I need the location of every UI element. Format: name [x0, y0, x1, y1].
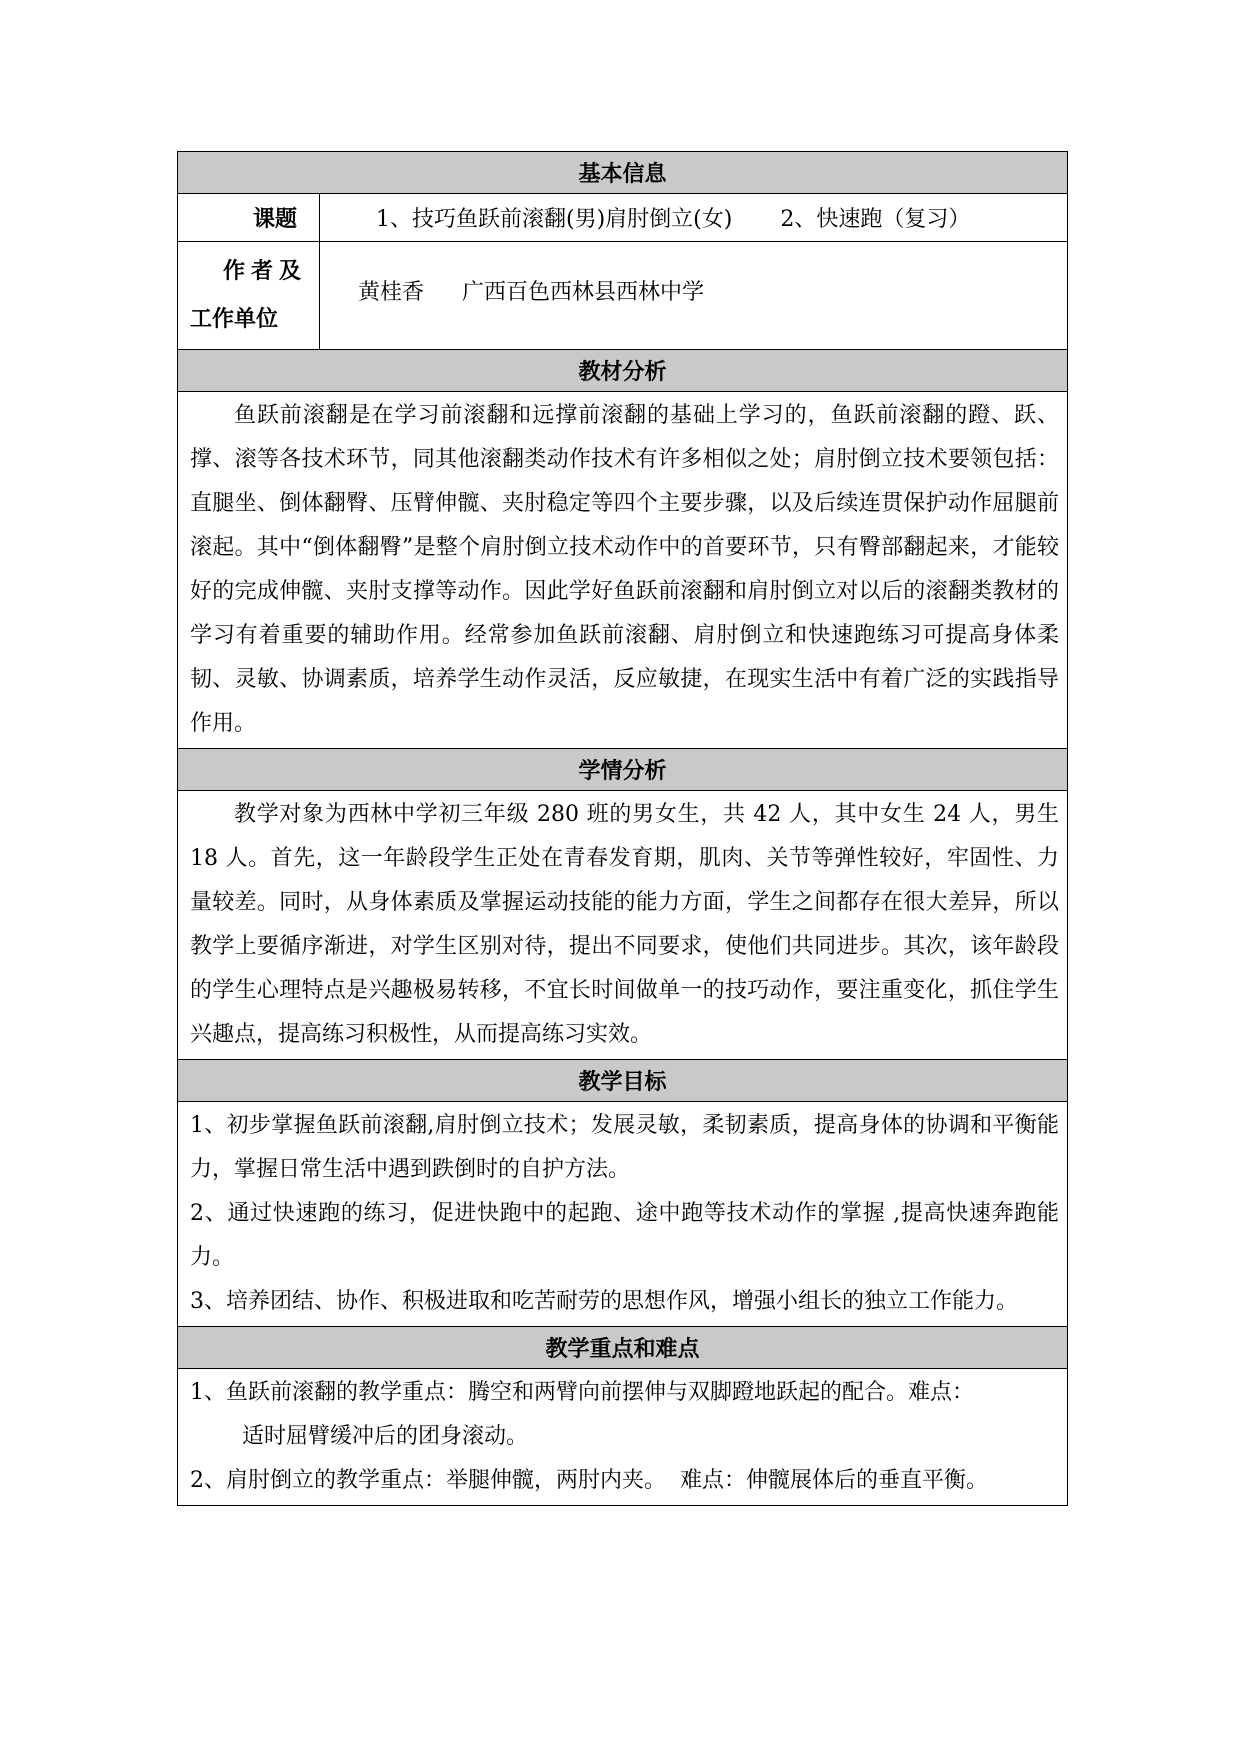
section-student-analysis	[178, 749, 1068, 791]
topic-part2: 2、快速跑（复习）	[780, 207, 971, 232]
section-header-student-analysis: 学情分析	[178, 749, 1068, 791]
key-points-cell	[178, 1369, 1068, 1506]
section-material-analysis	[178, 350, 1068, 392]
author-name: 黄桂香	[358, 280, 425, 305]
author-label-line2: 工作单位	[190, 306, 279, 332]
author-label	[178, 242, 320, 350]
student-analysis-cell	[178, 791, 1068, 1060]
topic-part1: 1、技巧鱼跃前滚翻(男)肩肘倒立(女)	[376, 207, 733, 232]
key-point-2: 2、肩肘倒立的教学重点：举腿伸髋，两肘内夹。 难点：伸髋展体后的垂直平衡。	[190, 1468, 988, 1493]
row-student-analysis	[178, 791, 1068, 1060]
topic-label: 课题	[178, 194, 320, 242]
lesson-plan-table	[177, 151, 1068, 1506]
section-basic-info	[178, 152, 1068, 194]
author-label-line1: 作者及	[222, 258, 307, 284]
section-header-key-points: 教学重点和难点	[178, 1327, 1068, 1369]
section-key-points	[178, 1327, 1068, 1369]
material-analysis-cell	[178, 392, 1068, 749]
author-unit: 广西百色西林县西林中学	[462, 280, 705, 305]
teaching-goals-cell	[178, 1102, 1068, 1327]
section-header-basic-info: 基本信息	[178, 152, 1068, 194]
row-author	[178, 242, 1068, 350]
goal-item-2: 2、通过快速跑的练习，促进快跑中的起跑、途中跑等技术动作的掌握 ,提高快速奔跑能力。	[190, 1201, 1059, 1270]
section-header-material-analysis: 教材分析	[178, 350, 1068, 392]
author-value	[320, 242, 1068, 350]
student-analysis-text: 教学对象为西林中学初三年级 280 班的男女生，共 42 人，其中女生 24 人，男生 18 人。首先，这一年龄段学生正处在青春发育期，肌肉、关节等弹性较好，牢固性、力量较差。同时，从身体素质及掌握运动技能的能力方面，学生之间都存在很大差异，所以教学上要循序渐进，对学生区别对待，提出不同要求，使他们共同进步。其次，该年龄段的学生心理特点是兴趣极易转移，不宜长时间做单一的技巧动作，要注重变化，抓住学生兴趣点，提高练习积极性，从而提高练习实效。	[190, 802, 1059, 1047]
goal-item-1: 1、初步掌握鱼跃前滚翻,肩肘倒立技术；发展灵敏，柔韧素质，提高身体的协调和平衡能力，掌握日常生活中遇到跌倒时的自护方法。	[190, 1113, 1059, 1182]
topic-value	[320, 194, 1068, 242]
row-topic	[178, 194, 1068, 242]
key-point-1-line1: 1、鱼跃前滚翻的教学重点：腾空和两臂向前摆伸与双脚蹬地跃起的配合。难点：	[190, 1380, 974, 1405]
key-point-1-line2: 适时屈臂缓冲后的团身滚动。	[242, 1424, 529, 1449]
section-header-teaching-goals: 教学目标	[178, 1060, 1068, 1102]
row-teaching-goals	[178, 1102, 1068, 1327]
row-key-points	[178, 1369, 1068, 1506]
section-teaching-goals	[178, 1060, 1068, 1102]
material-analysis-text: 鱼跃前滚翻是在学习前滚翻和远撑前滚翻的基础上学习的，鱼跃前滚翻的蹬、跃、撑、滚等各技术环节，同其他滚翻类动作技术有许多相似之处；肩肘倒立技术要领包括：直腿坐、倒体翻臀、压臂伸髋、夹肘稳定等四个主要步骤，以及后续连贯保护动作屈腿前滚起。其中“倒体翻臀”是整个肩肘倒立技术动作中的首要环节，只有臀部翻起来，才能较好的完成伸髋、夹肘支撑等动作。因此学好鱼跃前滚翻和肩肘倒立对以后的滚翻类教材的学习有着重要的辅助作用。经常参加鱼跃前滚翻、肩肘倒立和快速跑练习可提高身体柔韧、灵敏、协调素质，培养学生动作灵活，反应敏捷，在现实生活中有着广泛的实践指导作用。	[190, 403, 1059, 736]
goal-item-3: 3、培养团结、协作、积极进取和吃苦耐劳的思想作风，增强小组长的独立工作能力。	[190, 1289, 1018, 1314]
row-material-analysis	[178, 392, 1068, 749]
